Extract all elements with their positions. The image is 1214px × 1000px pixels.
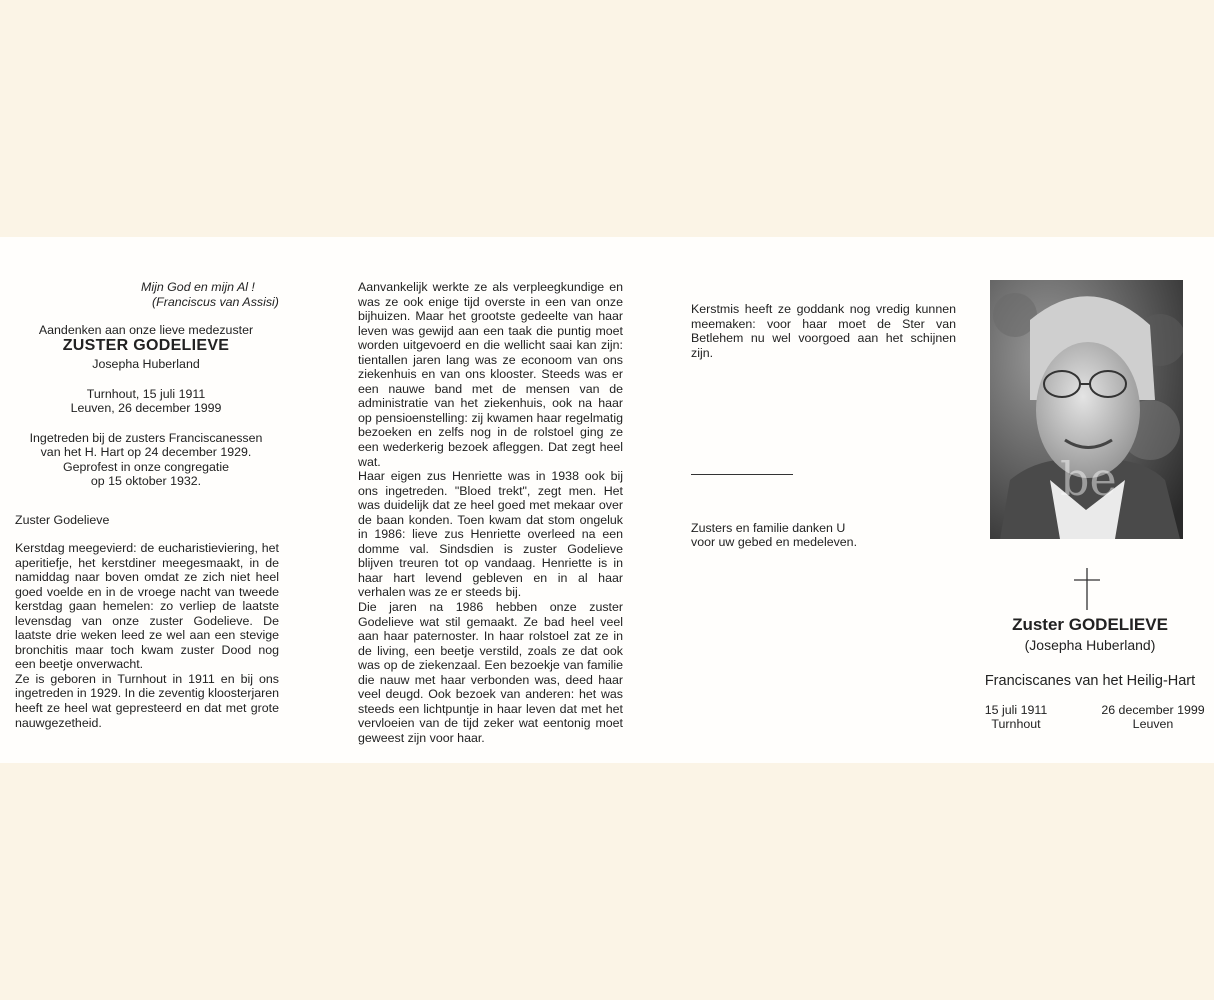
motto-line-2: (Franciscus van Assisi) xyxy=(152,295,279,309)
watermark: be xyxy=(1060,452,1117,506)
portrait-photo xyxy=(990,280,1183,539)
congregation: Franciscanes van het Heilig-Hart xyxy=(984,673,1196,689)
remembrance-line: Aandenken aan onze lieve medezuster xyxy=(38,323,254,337)
section-heading: Zuster Godelieve xyxy=(15,513,110,527)
card-name: Zuster GODELIEVE xyxy=(1012,615,1168,634)
birth-line: Turnhout, 15 juli 1911 xyxy=(86,387,206,401)
cross-icon xyxy=(1074,568,1100,610)
entry-line: Geprofest in onze congregatie xyxy=(62,460,229,474)
death-line: Leuven, 26 december 1999 xyxy=(70,401,222,415)
deceased-name: ZUSTER GODELIEVE xyxy=(62,337,230,354)
motto-line-1: Mijn God en mijn Al ! xyxy=(141,280,255,294)
obituary-text-2: Aanvankelijk werkte ze als verpleegkundige en was ze ook enige tijd overste in een van onze bijhuizen. Maar het grootste gedeelte van haar leven was gewijd aan een taak die puntig moet worden uitgevoerd en die wellicht saai kan zijn: tientallen jaren lang was ze econoom van ons ziekenhuis en van ons klooster. Steeds was er een nauwe band met de mensen van de administratie van het ziekenhuis, ook na haar op pensioenstelling: zij kwamen haar regelmatig bezoeken en zelfs nog in de rolstoel ging ze een wederkerig bezoek afleggen. Dat zegt heel wat. Haar eigen zus Henriette was in 1938 ook bij ons ingetreden. "Bloed trekt", zegt men. Het was duidelijk dat ze heel goed met mekaar over de baan konden. Toen kwam dat stom ongeluk in 1986: lieve zus Henriette overleed na een domme val. Sindsdien is zuster Godelieve blijven treuren tot op vandaag. Henriette is in haar hart levend gebleven en in al haar verhalen was ze er steeds bij. Die jaren na 1986 hebben onze zuster Godelieve wat stil gemaakt. Ze bad heel veel aan haar paternoster. In haar rolstoel zat ze in de living, een beetje verstild, zoals ze dat ook was op de ziekenzaal. Een bezoekje van familie die nauw met haar verbonden was, deed haar veel deugd. Ook bezoek van anderen: het was steeds een lichtpuntje in haar leven dat met het vervloeien van de tijd zeker wat eentonig moet geweest zijn voor haar. xyxy=(358,280,623,745)
civil-name: Josepha Huberland xyxy=(92,357,200,371)
birth-place: Turnhout xyxy=(991,717,1041,731)
thanks-line-2: voor uw gebed en medeleven. xyxy=(691,535,858,549)
portrait-image xyxy=(990,280,1183,539)
entry-line: op 15 oktober 1932. xyxy=(90,474,202,488)
card-civil-name: (Josepha Huberland) xyxy=(1024,637,1156,653)
entry-line: Ingetreden bij de zusters Franciscanessen xyxy=(29,431,263,445)
birth-date: 15 juli 1911 xyxy=(984,703,1048,717)
death-place: Leuven xyxy=(1132,717,1174,731)
divider-line xyxy=(691,474,793,475)
death-date: 26 december 1999 xyxy=(1101,703,1205,717)
obituary-text-1: Kerstdag meegevierd: de eucharistieviering, het aperitiefje, het kerstdiner meegesmaakt, in de namiddag naar boven omdat ze zich niet heel goed voelde en in de vroege nacht van tweede kerstdag gaan hemelen: zo verliep de laatste levensdag van onze zuster Godelieve. De laatste drie weken leed ze wel aan een stevige bronchitis maar toch kwam zuster Dood nog een beetje onverwacht. Ze is geboren in Turnhout in 1911 en bij ons ingetreden in 1929. In die zeventig kloosterjaren heeft ze heel wat gepresteerd en dat met grote nauwgezetheid. xyxy=(15,541,279,730)
closing-text: Kerstmis heeft ze goddank nog vredig kunnen meemaken: voor haar moet de Ster van Betlehem nu wel voorgoed aan het schijnen zijn. xyxy=(691,302,956,360)
thanks-line-1: Zusters en familie danken U xyxy=(691,521,846,535)
entry-line: van het H. Hart op 24 december 1929. xyxy=(40,445,252,459)
